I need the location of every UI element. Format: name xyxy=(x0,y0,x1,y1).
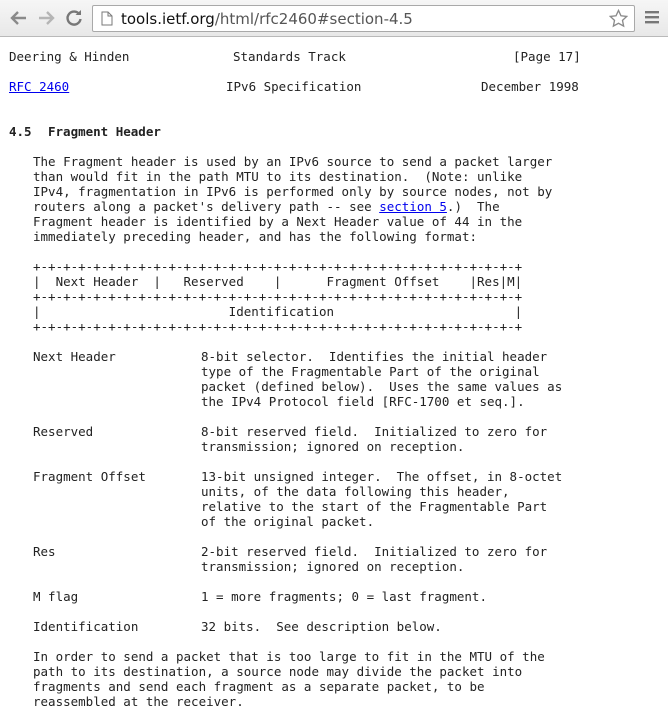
hamburger-menu-icon xyxy=(644,9,660,25)
field-name: M flag xyxy=(33,589,79,604)
back-button[interactable] xyxy=(8,7,30,29)
field-desc-line: units, of the data following this header, xyxy=(201,484,510,499)
closing-line: path to its destination, a source node may divide the packet into xyxy=(33,664,523,679)
header-date: December 1998 xyxy=(481,79,579,94)
diagram-row: | Next Header | Reserved | Fragment Offset |Res|M| xyxy=(33,274,523,289)
field-desc-line: 8-bit selector. Identifies the initial header xyxy=(201,349,548,364)
address-bar[interactable] xyxy=(92,5,635,32)
section-title: Fragment Header xyxy=(48,124,161,139)
bookmark-star-icon[interactable] xyxy=(609,9,628,28)
intro-line: IPv4, fragmentation in IPv6 is performed only by source nodes, not by xyxy=(33,184,553,199)
field-desc-line: the IPv4 Protocol field [RFC-1700 et seq.]. xyxy=(201,394,525,409)
closing-line: fragments and send each fragment as a separate packet, to be xyxy=(33,679,485,694)
header-left: Deering & Hinden xyxy=(9,49,130,64)
diagram-border: +-+-+-+-+-+-+-+-+-+-+-+-+-+-+-+-+-+-+-+-+-+-+-+-+-+-+-+-+-+-+-+-+ xyxy=(33,259,523,274)
intro-text: routers along a packet's delivery path -- see xyxy=(33,199,380,214)
closing-line: In order to send a packet that is too large to fit in the MTU of the xyxy=(33,649,545,664)
field-desc-line: transmission; ignored on reception. xyxy=(201,559,465,574)
forward-button[interactable] xyxy=(35,7,57,29)
diagram-row: | Identification | xyxy=(33,304,523,319)
rfc-document xyxy=(0,38,668,717)
field-desc-line: of the original packet. xyxy=(201,514,375,529)
field-desc-line: 13-bit unsigned integer. The offset, in 8-octet xyxy=(201,469,563,484)
field-desc-line: type of the Fragmentable Part of the original xyxy=(201,364,540,379)
field-desc-line: relative to the start of the Fragmentable Part xyxy=(201,499,548,514)
diagram-border: +-+-+-+-+-+-+-+-+-+-+-+-+-+-+-+-+-+-+-+-+-+-+-+-+-+-+-+-+-+-+-+-+ xyxy=(33,319,523,334)
field-desc-line: 2-bit reserved field. Initialized to zero for xyxy=(201,544,548,559)
field-desc-line: 1 = more fragments; 0 = last fragment. xyxy=(201,589,487,604)
url-text[interactable] xyxy=(121,10,413,28)
intro-line: than would fit in the path MTU to its destination. (Note: unlike xyxy=(33,169,523,184)
reload-button[interactable] xyxy=(63,7,85,29)
page-icon xyxy=(101,11,113,26)
intro-line: The Fragment header is used by an IPv6 source to send a packet larger xyxy=(33,154,553,169)
page-content xyxy=(0,38,668,717)
header-center: Standards Track xyxy=(233,49,346,64)
field-desc-line: transmission; ignored on reception. xyxy=(201,439,465,454)
field-name: Res xyxy=(33,544,56,559)
section-5-link[interactable]: section 5 xyxy=(379,199,447,214)
intro-line: immediately preceding header, and has the following format: xyxy=(33,229,478,244)
browser-toolbar xyxy=(0,0,668,37)
header-doc-title: IPv6 Specification xyxy=(226,79,362,94)
back-arrow-icon xyxy=(10,10,28,26)
field-name: Identification xyxy=(33,619,139,634)
diagram-border: +-+-+-+-+-+-+-+-+-+-+-+-+-+-+-+-+-+-+-+-+-+-+-+-+-+-+-+-+-+-+-+-+ xyxy=(33,289,523,304)
intro-text: .) The xyxy=(446,199,500,214)
forward-arrow-icon xyxy=(37,10,55,26)
section-number: 4.5 xyxy=(9,124,32,139)
field-name: Next Header xyxy=(33,349,116,364)
rfc-link[interactable]: RFC 2460 xyxy=(9,79,70,94)
field-name: Reserved xyxy=(33,424,94,439)
field-desc-line: 8-bit reserved field. Initialized to zero for xyxy=(201,424,548,439)
url-path: /html/rfc2460#section-4.5 xyxy=(214,10,413,28)
closing-line: reassembled at the receiver. xyxy=(33,694,244,709)
field-desc-line: packet (defined below). Uses the same values as xyxy=(201,379,563,394)
field-desc-line: 32 bits. See description below. xyxy=(201,619,442,634)
menu-button[interactable] xyxy=(644,9,660,30)
header-page-number: [Page 17] xyxy=(513,49,581,64)
reload-icon xyxy=(65,9,83,27)
intro-line xyxy=(33,199,500,214)
url-host: tools.ietf.org xyxy=(121,10,215,28)
intro-line: Fragment header is identified by a Next Header value of 44 in the xyxy=(33,214,523,229)
field-name: Fragment Offset xyxy=(33,469,146,484)
